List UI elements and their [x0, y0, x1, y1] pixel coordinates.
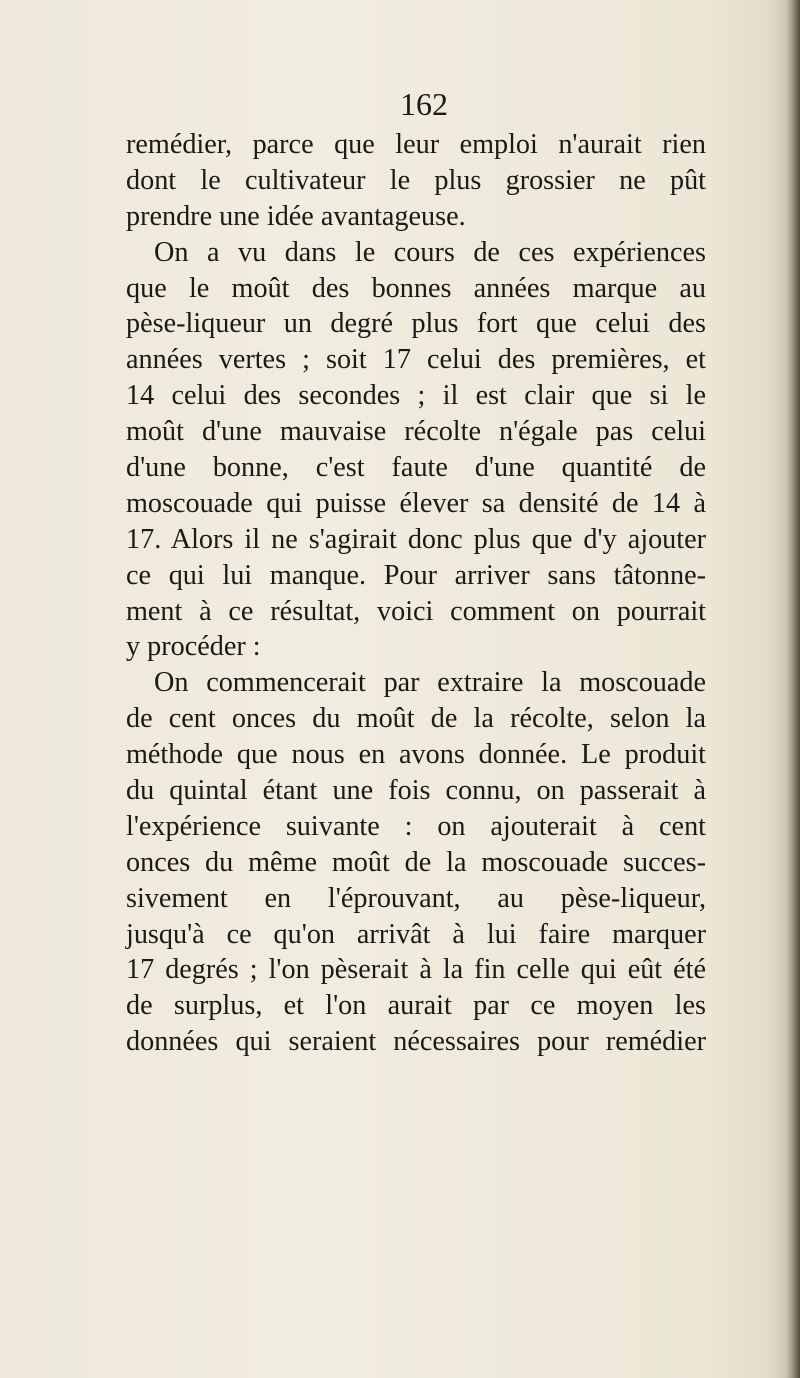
text-line: que le moût des bonnes années marque au — [126, 272, 706, 304]
text-line: années vertes ; soit 17 celui des premières, et — [126, 344, 706, 376]
text-line: 14 celui des secondes ; il est clair que si le — [126, 380, 706, 412]
text-line: On a vu dans le cours de ces expériences — [154, 236, 706, 268]
text-line: données qui seraient nécessaires pour remédier — [126, 1026, 706, 1058]
text-line: moscouade qui puisse élever sa densité de 14 à — [126, 487, 706, 519]
text-line: On commencerait par extraire la moscouade — [154, 667, 706, 699]
text-line: 17. Alors il ne s'agirait donc plus que d'y ajouter — [126, 523, 706, 555]
text-line: du quintal étant une fois connu, on passerait à — [126, 775, 706, 807]
text-line: pèse-liqueur un degré plus fort que celui des — [126, 308, 706, 340]
text-line: d'une bonne, c'est faute d'une quantité de — [126, 452, 706, 484]
text-line: ce qui lui manque. Pour arriver sans tâtonne- — [126, 559, 706, 591]
text-line: méthode que nous en avons donnée. Le produit — [126, 739, 706, 771]
text-line: prendre une idée avantageuse. — [126, 200, 466, 232]
text-line: moût d'une mauvaise récolte n'égale pas celui — [126, 416, 706, 448]
page-number: 162 — [400, 86, 448, 122]
text-line: jusqu'à ce qu'on arrivât à lui faire marquer — [126, 918, 706, 950]
text-line: l'expérience suivante : on ajouterait à cent — [126, 810, 706, 842]
binding-shadow — [786, 0, 800, 1378]
text-line: 17 degrés ; l'on pèserait à la fin celle qui eût été — [126, 954, 706, 986]
text-line: sivement en l'éprouvant, au pèse-liqueur, — [126, 882, 706, 914]
text-line: de cent onces du moût de la récolte, selon la — [126, 703, 706, 735]
text-line: y procéder : — [126, 631, 261, 663]
text-line: remédier, parce que leur emploi n'aurait rien — [126, 129, 706, 160]
body-text — [126, 127, 706, 1060]
text-line: ment à ce résultat, voici comment on pourrait — [126, 595, 706, 627]
text-line: de surplus, et l'on aurait par ce moyen les — [126, 990, 706, 1022]
text-line: dont le cultivateur le plus grossier ne pût — [126, 164, 706, 196]
text-line: onces du même moût de la moscouade succes- — [126, 846, 706, 878]
